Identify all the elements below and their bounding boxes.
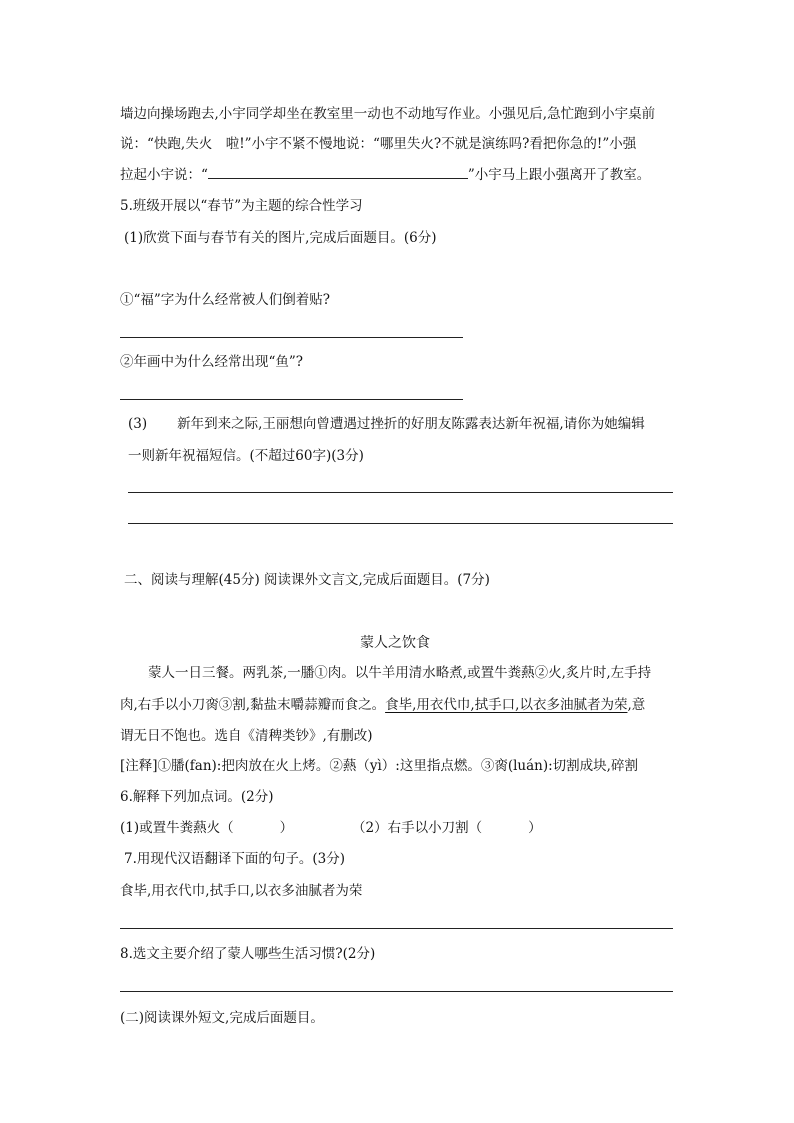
q7-title: 7.用现代汉语翻译下面的句子。(3分) bbox=[124, 851, 346, 867]
article-line-3: 谓无日不饱也。选自《清稗类钞》,有删改) bbox=[120, 728, 373, 744]
q8-title: 8.选文主要介绍了蒙人哪些生活习惯?(2分) bbox=[120, 946, 376, 962]
part-2-heading: (二)阅读课外短文,完成后面题目。 bbox=[120, 1010, 324, 1026]
section-2-heading: 二、阅读与理解(45分) 阅读课外文言文,完成后面题目。(7分) bbox=[124, 572, 490, 588]
answer-blank[interactable] bbox=[208, 164, 468, 179]
q6-item-2-close: ） bbox=[528, 820, 542, 836]
article-line-2-start: 肉,右手以小刀脔③割,黏盐末嚼蒜瓣而食之。 bbox=[120, 697, 386, 713]
q7-sentence: 食毕,用衣代巾,拭手口,以衣多油腻者为荣 bbox=[120, 883, 363, 899]
q6-item-1 bbox=[120, 818, 293, 838]
q5-item1: ①“福”字为什么经常被人们倒着贴? bbox=[120, 292, 331, 308]
q5-sub3-line2: 一则新年祝福短信。(不超过60字)(3分) bbox=[128, 448, 364, 464]
q5-item2: ②年画中为什么经常出现“鱼”? bbox=[120, 354, 304, 370]
article-line-1: 蒙人一日三餐。两乳茶,一膰①肉。以牛羊用清水略煮,或置牛粪爇②火,炙片时,左手持 bbox=[148, 665, 652, 681]
article-note: [注释]①膰(fan):把肉放在火上烤。②爇（yì）:这里指点燃。③脔(luán):切割成块,碎割 bbox=[120, 758, 638, 774]
article-title: 蒙人之饮食 bbox=[360, 635, 430, 651]
q5-sub1: (1)欣赏下面与春节有关的图片,完成后面题目。(6分) bbox=[124, 230, 437, 246]
passage-line-3-start: 拉起小宇说：“ bbox=[120, 167, 208, 183]
q6-item-2-text: （2）右手以小刀割（ bbox=[352, 820, 483, 836]
passage-line-1: 墙边向操场跑去,小宇同学却坐在教室里一动也不动地写作业。小强见后,急忙跑到小宇桌前 bbox=[120, 106, 656, 122]
q6-item-1-text: (1)或置牛粪爇火（ bbox=[120, 820, 234, 836]
q5-sub3-text: 新年到来之际,王丽想向曾遭遇过挫折的好朋友陈露表达新年祝福,请你为她编辑 bbox=[177, 416, 645, 432]
article-line-2-end: ,意 bbox=[627, 697, 646, 713]
q5-title: 5.班级开展以“春节”为主题的综合性学习 bbox=[120, 198, 363, 214]
q5-sub3-answer-line-1[interactable] bbox=[128, 492, 673, 493]
passage-line-3 bbox=[120, 164, 650, 185]
q5-sub3-number: (3) bbox=[128, 416, 148, 432]
q6-item-2 bbox=[352, 818, 542, 838]
article-line-2 bbox=[120, 695, 645, 715]
q5-item1-answer-line[interactable] bbox=[120, 337, 463, 338]
q5-item2-answer-line[interactable] bbox=[120, 399, 463, 400]
q8-answer-line[interactable] bbox=[120, 991, 673, 992]
q5-sub3-line1 bbox=[128, 414, 645, 434]
q7-answer-line[interactable] bbox=[120, 928, 673, 929]
passage-line-2: 说：“快跑,失火 啦!”小宇不紧不慢地说：“哪里失火?不就是演练吗?看把你急的!”小强 bbox=[120, 136, 637, 152]
q6-title: 6.解释下列加点词。(2分) bbox=[120, 789, 274, 805]
passage-line-3-end: ”小宇马上跟小强离开了教室。 bbox=[467, 167, 651, 183]
article-underlined-sentence: 食毕,用衣代巾,拭手口,以衣多油腻者为荣 bbox=[385, 697, 628, 713]
q5-sub3-answer-line-2[interactable] bbox=[128, 523, 673, 524]
q6-item-1-close: ） bbox=[279, 820, 294, 836]
